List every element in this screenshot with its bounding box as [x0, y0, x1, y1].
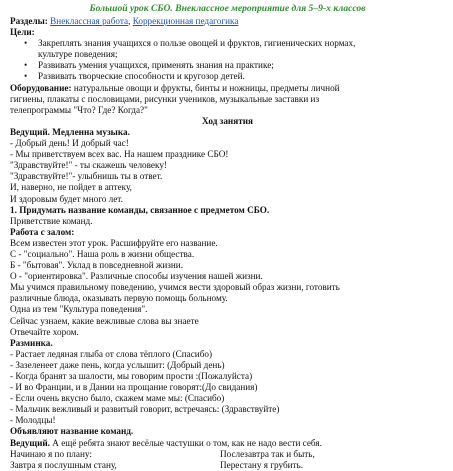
- equipment-text-continued: телепрограммы "Что? Где? Когда?": [10, 104, 148, 115]
- hall-line: С - "социально". Наша роль в жизни общества.: [10, 248, 195, 259]
- equipment-label: Оборудование:: [10, 82, 72, 93]
- greeting-line: "Здравствуйте!" - ты скажешь человеку!: [10, 160, 167, 171]
- hall-line: Отвечайте хором.: [10, 326, 79, 337]
- goal-item: [10, 38, 445, 60]
- bullet-icon: •: [24, 71, 28, 82]
- bullet-icon: •: [24, 60, 28, 71]
- goal-text-continued: культуре поведения;: [38, 49, 118, 60]
- goal-text: Развивать умения учащихся, применять знания на практике;: [38, 60, 274, 71]
- equipment-line: [10, 83, 445, 94]
- sections-label: Разделы:: [10, 16, 48, 26]
- goal-item: [10, 71, 445, 82]
- hall-line: Всем известен этот урок. Расшифруйте его название.: [10, 237, 218, 248]
- goal-item: [10, 60, 445, 71]
- greeting-line: И, наверно, не пойдет в аптеку,: [10, 182, 132, 193]
- page-title: Большой урок СБО. Внеклассное мероприятие для 5–9-х классов: [89, 3, 366, 14]
- host-text: А ещё ребята знают весёлые частушки о том, как не надо вести себя.: [49, 437, 322, 448]
- task1-heading: 1. Придумать название команды, связанное с предметом СБО.: [10, 204, 270, 215]
- hall-line: О - "ориентировка". Различные способы изучения нашей жизни.: [10, 271, 263, 282]
- greeting-line: "Здравствуйте!"- улыбнишь ты в ответ.: [10, 171, 163, 182]
- host-label: Ведущий.: [10, 437, 50, 448]
- goals-list: [10, 38, 445, 82]
- ditty-left-column: [10, 449, 220, 471]
- greeting-line: И здоровым будет много лет.: [10, 193, 123, 204]
- warmup-heading: Разминка.: [10, 337, 53, 348]
- warmup-line: - Зазеленеет даже пень, когда услышит: (Добрый день): [10, 359, 225, 370]
- ditty-right-column: [220, 449, 445, 471]
- hall-line: Сейчас узнаем, какие вежливые слова вы знаете: [10, 315, 199, 326]
- section-link-correctional[interactable]: Коррекционная педагогика: [132, 16, 239, 26]
- goals-label: Цели:: [10, 27, 35, 38]
- announce-heading: Объявляют название команд.: [10, 426, 134, 437]
- ditty-line: Послезавтра так и быть,: [220, 448, 315, 459]
- host-music-heading: Ведущий. Медленна музыка.: [10, 126, 130, 137]
- section-link-extracurricular[interactable]: Внеклассная работа: [50, 16, 129, 26]
- warmup-line: - Мальчик вежливый и развитый говорит, встречаясь: (Здравствуйте): [10, 404, 280, 415]
- sections-separator: ,: [128, 16, 133, 26]
- warmup-line: - Если очень вкусно было, скажем маме мы: (Спасибо): [10, 393, 225, 404]
- bullet-icon: •: [24, 38, 28, 49]
- goal-text: Закреплять знания учащихся о пользе овощей и фруктов, гигиенических нормах,: [38, 38, 356, 49]
- task1-subtitle: Приветствие команд.: [10, 215, 93, 226]
- hall-work-heading: Работа с залом:: [10, 226, 75, 237]
- equipment-text: натуральные овощи и фрукты, бинты и ножницы, предметы личной: [71, 82, 340, 93]
- hall-line: Мы учимся правильному поведению, учимся вести здоровый образ жизни, готовить: [10, 282, 340, 293]
- hall-line: Одна из тем "Культура поведения".: [10, 304, 148, 315]
- ditty-line: Завтра я послушным стану,: [10, 459, 117, 470]
- warmup-line: - И во Франции, и в Дании на прощание говорят:(До свидания): [10, 382, 258, 393]
- hall-line: различные блюда, оказывать первую помощь больному.: [10, 293, 228, 304]
- greeting-line: - Мы приветствуем всех вас. На нашем празднике СБО!: [10, 149, 229, 160]
- ditty-block: [10, 449, 445, 471]
- ditty-line: Начинаю я по плану:: [10, 448, 92, 459]
- sections-line: [10, 16, 445, 27]
- warmup-line: - Молодцы!: [10, 415, 56, 426]
- greeting-line: - Добрый день! И добрый час!: [10, 138, 129, 149]
- goal-text: Развивать творческие способности и кругозор детей.: [38, 71, 245, 82]
- equipment-text-continued: гигиены, плакаты с пословицами, рисунки учеников, музыкальные заставки из: [10, 93, 320, 104]
- ditty-line: Перестану я грубить.: [220, 459, 304, 470]
- hall-line: Б - "бытовая". Уклад в повседневной жизни.: [10, 260, 184, 271]
- lesson-heading: Ход занятия: [202, 115, 253, 126]
- warmup-line: - Растает ледяная глыба от слова тёплого (Спасибо): [10, 348, 213, 359]
- host-line: [10, 438, 445, 449]
- warmup-line: - Когда бранят за шалости, мы говорим прости :(Пожалуйста): [10, 371, 253, 381]
